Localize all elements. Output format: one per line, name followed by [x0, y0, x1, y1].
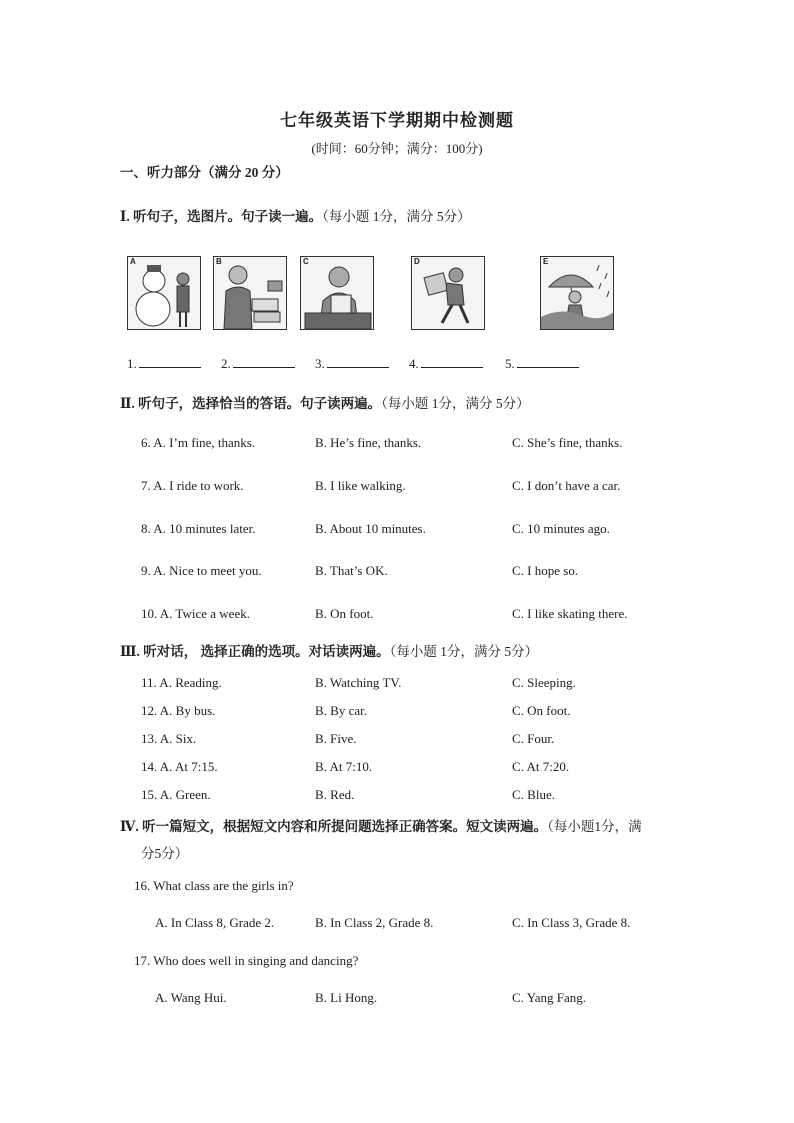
option-a: 8. A. 10 minutes later.	[141, 521, 256, 536]
option-a: 6. A. I’m fine, thanks.	[141, 435, 256, 450]
option-c: C. Four.	[512, 731, 555, 746]
question-17: 17. Who does well in singing and dancing?	[134, 953, 359, 968]
option-a: 12. A. By bus.	[141, 703, 216, 718]
option-b: B. I like walking.	[315, 478, 406, 493]
snowman-icon	[128, 257, 201, 330]
section-1-heading: Ⅰ. 听句子，选图片。句子读一遍。（每小题 1分，满分 5分）	[120, 209, 471, 224]
option-a: 7. A. I ride to work.	[141, 478, 244, 493]
option-b: B. At 7:10.	[315, 759, 373, 774]
picture-d: D	[411, 256, 485, 330]
section-3-heading: Ⅲ. 听对话， 选择正确的选项。对话读两遍。（每小题 1分，满分 5分）	[120, 644, 539, 659]
picture-e: E	[540, 256, 614, 330]
option-b: B. Watching TV.	[315, 675, 402, 690]
woman-reading-icon	[301, 257, 374, 330]
exam-info: (时间：60分钟；满分：100分)	[311, 141, 483, 156]
answer-blank[interactable]: 4.	[409, 355, 483, 372]
option-b: B. Li Hong.	[315, 990, 378, 1005]
answer-blank[interactable]: 1.	[127, 355, 201, 372]
option-c: C. Sleeping.	[512, 675, 576, 690]
option-c: C. I don’t have a car.	[512, 478, 621, 493]
picture-a: A	[127, 256, 201, 330]
section-4-heading-cont: 分5分）	[141, 846, 189, 861]
answer-blank[interactable]: 3.	[315, 355, 389, 372]
section-4-heading: Ⅳ. 听一篇短文，根据短文内容和所提问题选择正确答案。短文读两遍。（每小题1分，满	[120, 819, 642, 834]
answer-blank[interactable]: 5.	[505, 355, 579, 372]
option-c: C. On foot.	[512, 703, 571, 718]
option-c: C. I like skating there.	[512, 606, 628, 621]
option-b: B. About 10 minutes.	[315, 521, 426, 536]
option-a: 15. A. Green.	[141, 787, 211, 802]
picture-c: C	[300, 256, 374, 330]
option-a: A. Wang Hui.	[155, 990, 227, 1005]
page-title: 七年级英语下学期期中检测题	[280, 111, 514, 130]
option-c: C. Yang Fang.	[512, 990, 587, 1005]
option-a: A. In Class 8, Grade 2.	[155, 915, 275, 930]
option-b: B. Five.	[315, 731, 357, 746]
section-2-heading: Ⅱ. 听句子，选择恰当的答语。句子读两遍。（每小题 1分，满分 5分）	[120, 396, 530, 411]
option-c: C. She’s fine, thanks.	[512, 435, 623, 450]
option-b: B. He’s fine, thanks.	[315, 435, 422, 450]
option-c: C. I hope so.	[512, 563, 579, 578]
man-reading-icon	[214, 257, 287, 330]
option-b: B. By car.	[315, 703, 367, 718]
option-b: B. On foot.	[315, 606, 374, 621]
option-b: B. That’s OK.	[315, 563, 388, 578]
boy-carrying-box-icon	[412, 257, 485, 330]
question-16: 16. What class are the girls in?	[134, 878, 294, 893]
option-a: 14. A. At 7:15.	[141, 759, 218, 774]
part-heading: 一、听力部分（满分 20 分）	[120, 165, 289, 180]
option-c: C. Blue.	[512, 787, 555, 802]
option-c: C. In Class 3, Grade 8.	[512, 915, 631, 930]
girl-umbrella-rain-icon	[541, 257, 614, 330]
option-a: 11. A. Reading.	[141, 675, 222, 690]
option-c: C. At 7:20.	[512, 759, 570, 774]
option-a: 10. A. Twice a week.	[141, 606, 250, 621]
option-a: 13. A. Six.	[141, 731, 197, 746]
option-c: C. 10 minutes ago.	[512, 521, 610, 536]
option-a: 9. A. Nice to meet you.	[141, 563, 262, 578]
option-b: B. Red.	[315, 787, 355, 802]
picture-b: B	[213, 256, 287, 330]
option-b: B. In Class 2, Grade 8.	[315, 915, 434, 930]
answer-blank[interactable]: 2.	[221, 355, 295, 372]
